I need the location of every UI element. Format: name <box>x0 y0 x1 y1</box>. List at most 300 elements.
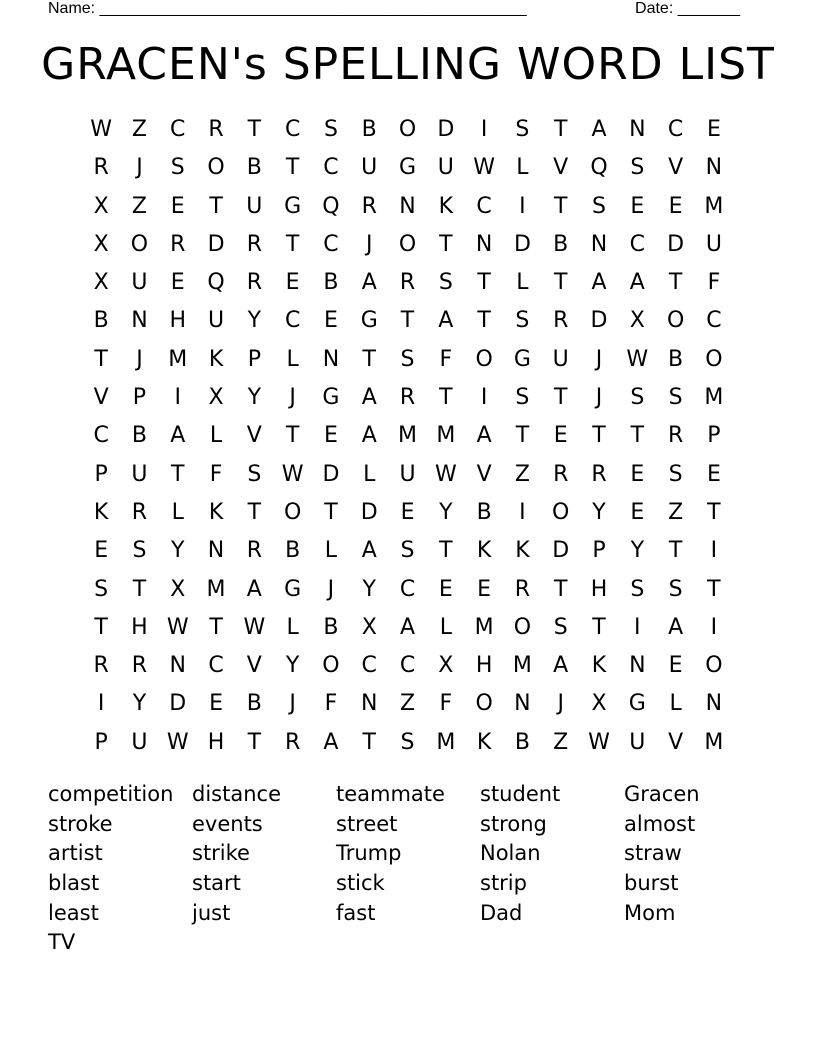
grid-letter[interactable]: I <box>710 538 718 564</box>
grid-letter[interactable]: N <box>399 193 416 219</box>
grid-letter[interactable]: S <box>400 729 415 755</box>
grid-letter[interactable]: P <box>132 385 147 411</box>
grid-letter[interactable]: A <box>476 423 492 449</box>
grid-letter[interactable]: S <box>668 576 683 602</box>
grid-letter[interactable]: Y <box>247 308 262 334</box>
grid-letter[interactable]: H <box>207 729 225 755</box>
grid-letter[interactable]: G <box>284 193 302 219</box>
grid-letter[interactable]: C <box>476 193 492 219</box>
grid-letter[interactable]: L <box>324 538 338 564</box>
grid-letter[interactable]: J <box>327 576 335 602</box>
grid-letter[interactable]: J <box>136 346 143 372</box>
grid-letter[interactable]: E <box>170 270 185 296</box>
grid-letter[interactable]: T <box>592 423 606 449</box>
grid-letter[interactable]: R <box>399 385 416 411</box>
grid-letter[interactable]: D <box>207 231 225 257</box>
grid-letter[interactable]: T <box>439 538 453 564</box>
grid-letter[interactable]: R <box>284 729 301 755</box>
grid-letter[interactable]: D <box>322 461 340 487</box>
grid-letter[interactable]: S <box>592 193 606 219</box>
grid-letter[interactable]: T <box>439 385 453 411</box>
grid-letter[interactable]: Y <box>285 653 300 679</box>
grid-letter[interactable]: T <box>209 614 223 640</box>
word-list-item: burst <box>624 871 679 896</box>
grid-letter[interactable]: E <box>706 117 721 142</box>
grid-letter[interactable]: S <box>170 155 185 181</box>
grid-letter[interactable]: C <box>284 308 301 334</box>
grid-letter[interactable]: K <box>515 538 530 564</box>
grid-letter[interactable]: E <box>668 193 683 219</box>
grid-letter[interactable]: C <box>208 653 224 679</box>
grid-letter[interactable]: G <box>513 346 531 372</box>
grid-letter[interactable]: X <box>438 653 454 679</box>
grid-letter[interactable]: T <box>630 423 645 449</box>
grid-letter[interactable]: O <box>207 155 225 181</box>
grid-letter[interactable]: U <box>131 461 148 487</box>
grid-letter[interactable]: T <box>707 499 721 525</box>
grid-letter[interactable]: T <box>94 614 108 640</box>
grid-letter[interactable]: U <box>399 461 416 487</box>
grid-letter[interactable]: E <box>170 193 185 219</box>
grid-letter[interactable]: O <box>475 346 493 372</box>
grid-letter[interactable]: T <box>477 270 491 296</box>
grid-letter[interactable]: W <box>281 461 304 487</box>
grid-letter[interactable]: R <box>93 653 109 679</box>
grid-letter[interactable]: E <box>668 653 683 679</box>
grid-letter[interactable]: R <box>553 461 569 487</box>
grid-letter[interactable]: C <box>284 117 301 142</box>
grid-letter[interactable]: K <box>591 653 607 679</box>
word-list-item: stroke <box>48 811 113 836</box>
word-search-grid <box>82 111 733 762</box>
grid-letter[interactable]: Y <box>630 538 645 564</box>
grid-letter[interactable]: G <box>398 155 417 181</box>
grid-letter[interactable]: J <box>557 691 564 717</box>
grid-letter[interactable]: B <box>93 308 109 334</box>
grid-letter[interactable]: X <box>361 614 377 640</box>
grid-letter[interactable]: O <box>130 231 149 257</box>
grid-letter[interactable]: H <box>590 576 608 602</box>
grid-letter[interactable]: Q <box>207 270 225 296</box>
grid-letter[interactable]: T <box>324 499 338 525</box>
grid-letter[interactable]: K <box>93 499 109 525</box>
grid-letter[interactable]: W <box>90 117 113 142</box>
grid-letter[interactable]: O <box>283 499 302 525</box>
grid-letter[interactable]: J <box>595 346 603 372</box>
grid-letter[interactable]: X <box>170 576 186 602</box>
grid-letter[interactable]: A <box>591 270 607 296</box>
grid-letter[interactable]: G <box>284 576 302 602</box>
grid-letter[interactable]: S <box>323 117 338 142</box>
grid-letter[interactable]: D <box>667 231 685 257</box>
grid-letter[interactable]: J <box>595 385 603 411</box>
grid-letter[interactable]: B <box>553 231 569 257</box>
grid-letter[interactable]: R <box>246 538 262 564</box>
grid-letter[interactable]: Y <box>362 576 376 602</box>
word-list-item: Nolan <box>480 841 541 866</box>
grid-letter[interactable]: P <box>247 346 261 372</box>
grid-letter[interactable]: S <box>515 385 530 411</box>
grid-letter[interactable]: C <box>170 117 186 142</box>
grid-letter[interactable]: C <box>399 653 416 679</box>
grid-letter[interactable]: S <box>400 346 415 372</box>
grid-letter[interactable]: S <box>515 117 530 142</box>
grid-letter[interactable]: A <box>591 117 607 142</box>
grid-letter[interactable]: T <box>553 576 568 602</box>
grid-letter[interactable]: X <box>629 308 645 334</box>
grid-letter[interactable]: O <box>705 653 723 679</box>
grid-letter[interactable]: T <box>477 308 491 334</box>
grid-letter[interactable]: C <box>93 423 109 449</box>
grid-letter[interactable]: N <box>590 231 608 257</box>
grid-letter[interactable]: X <box>93 193 109 219</box>
grid-letter[interactable]: J <box>136 155 143 181</box>
grid-letter[interactable]: S <box>247 461 262 487</box>
grid-letter[interactable]: V <box>553 155 569 181</box>
grid-letter[interactable]: M <box>436 729 456 755</box>
grid-letter[interactable]: N <box>475 231 493 257</box>
grid-letter[interactable]: C <box>667 117 684 142</box>
grid-letter[interactable]: E <box>209 691 223 717</box>
grid-letter[interactable]: I <box>97 691 105 717</box>
grid-letter[interactable]: D <box>552 538 570 564</box>
grid-letter[interactable]: N <box>629 117 646 142</box>
grid-letter[interactable]: A <box>399 614 416 640</box>
grid-letter[interactable]: L <box>516 155 529 181</box>
grid-letter[interactable]: P <box>94 729 108 755</box>
grid-letter[interactable]: C <box>399 576 416 602</box>
grid-letter[interactable]: T <box>94 346 108 372</box>
grid-letter[interactable]: U <box>552 346 569 372</box>
grid-letter[interactable]: Z <box>399 691 416 717</box>
grid-letter[interactable]: K <box>208 499 224 525</box>
word-list-item: artist <box>48 841 103 866</box>
grid-letter[interactable]: K <box>438 193 454 219</box>
grid-letter[interactable]: B <box>246 155 262 181</box>
grid-letter[interactable]: P <box>94 461 108 487</box>
grid-letter[interactable]: T <box>553 117 568 142</box>
grid-letter[interactable]: B <box>668 346 684 372</box>
grid-letter[interactable]: N <box>360 691 378 717</box>
grid-letter[interactable]: T <box>247 117 262 142</box>
grid-letter[interactable]: W <box>588 729 610 755</box>
grid-letter[interactable]: S <box>400 538 415 564</box>
word-list-item: blast <box>48 871 100 896</box>
grid-letter[interactable]: W <box>166 614 189 640</box>
word-list-item: Mom <box>624 900 676 925</box>
grid-letter[interactable]: A <box>246 576 262 602</box>
grid-letter[interactable]: U <box>207 308 225 334</box>
grid-letter[interactable]: C <box>323 155 339 181</box>
grid-letter[interactable]: R <box>361 193 377 219</box>
grid-letter[interactable]: M <box>704 385 724 411</box>
grid-letter[interactable]: R <box>514 576 531 602</box>
grid-letter[interactable]: Z <box>668 499 684 525</box>
grid-letter[interactable]: U <box>361 155 378 181</box>
grid-letter[interactable]: E <box>323 308 338 334</box>
grid-letter[interactable]: N <box>322 346 340 372</box>
grid-letter[interactable]: T <box>285 231 300 257</box>
grid-letter[interactable]: C <box>323 231 339 257</box>
grid-letter[interactable]: M <box>206 576 226 602</box>
grid-letter[interactable]: W <box>243 614 266 640</box>
grid-letter[interactable]: Z <box>514 461 530 487</box>
grid-letter[interactable]: S <box>668 461 683 487</box>
grid-letter[interactable]: Q <box>322 193 340 219</box>
grid-letter[interactable]: P <box>707 423 721 449</box>
grid-letter[interactable]: T <box>400 308 415 334</box>
grid-letter[interactable]: L <box>439 614 452 640</box>
grid-letter[interactable]: L <box>516 270 529 296</box>
grid-letter[interactable]: S <box>630 155 645 181</box>
grid-letter[interactable]: A <box>170 423 186 449</box>
grid-letter[interactable]: X <box>591 691 607 717</box>
grid-letter[interactable]: V <box>668 155 684 181</box>
grid-letter[interactable]: L <box>363 461 376 487</box>
grid-letter[interactable]: U <box>705 231 722 257</box>
grid-letter[interactable]: J <box>289 385 296 411</box>
grid-letter[interactable]: B <box>285 538 301 564</box>
grid-letter[interactable]: T <box>553 270 568 296</box>
grid-letter[interactable]: Z <box>553 729 569 755</box>
grid-letter[interactable]: B <box>361 117 377 142</box>
grid-letter[interactable]: A <box>323 729 339 755</box>
grid-letter[interactable]: R <box>246 231 262 257</box>
grid-letter[interactable]: H <box>131 614 148 640</box>
grid-letter[interactable]: T <box>515 423 530 449</box>
grid-letter[interactable]: Y <box>592 499 606 525</box>
grid-letter[interactable]: P <box>592 538 606 564</box>
grid-letter[interactable]: E <box>706 461 721 487</box>
grid-letter[interactable]: N <box>169 653 186 679</box>
grid-letter[interactable]: R <box>170 231 186 257</box>
grid-letter[interactable]: C <box>629 231 645 257</box>
grid-letter[interactable]: X <box>93 270 109 296</box>
grid-letter[interactable]: A <box>553 653 569 679</box>
grid-letter[interactable]: I <box>174 385 181 411</box>
word-list-item: least <box>48 900 99 925</box>
grid-letter[interactable]: M <box>474 614 494 640</box>
grid-letter[interactable]: Y <box>247 385 262 411</box>
grid-letter[interactable]: A <box>629 270 645 296</box>
grid-letter[interactable]: V <box>246 423 262 449</box>
grid-letter[interactable]: C <box>361 653 377 679</box>
grid-letter[interactable]: N <box>131 308 148 334</box>
grid-letter[interactable]: G <box>360 308 378 334</box>
grid-letter[interactable]: T <box>247 729 262 755</box>
grid-letter[interactable]: R <box>553 308 569 334</box>
grid-letter[interactable]: S <box>668 385 683 411</box>
grid-letter[interactable]: T <box>362 346 376 372</box>
grid-letter[interactable]: N <box>705 691 723 717</box>
grid-letter[interactable]: N <box>705 155 723 181</box>
grid-letter[interactable]: U <box>246 193 263 219</box>
grid-letter[interactable]: O <box>552 499 570 525</box>
grid-letter[interactable]: E <box>285 270 300 296</box>
grid-letter[interactable]: T <box>285 155 300 181</box>
grid-letter[interactable]: Z <box>131 117 147 142</box>
grid-letter[interactable]: A <box>361 538 377 564</box>
grid-letter[interactable]: O <box>398 231 417 257</box>
grid-letter[interactable]: O <box>398 117 417 142</box>
grid-letter[interactable]: R <box>591 461 607 487</box>
grid-letter[interactable]: S <box>515 308 530 334</box>
page-title: GRACEN's SPELLING WORD LIST <box>41 39 775 90</box>
word-list-item: Gracen <box>624 782 700 806</box>
grid-letter[interactable]: A <box>361 423 377 449</box>
grid-letter[interactable]: S <box>132 538 147 564</box>
grid-letter[interactable]: L <box>286 614 299 640</box>
grid-letter[interactable]: N <box>207 538 225 564</box>
grid-letter[interactable]: O <box>513 614 532 640</box>
grid-letter[interactable]: R <box>131 499 148 525</box>
grid-letter[interactable]: T <box>553 193 568 219</box>
grid-letter[interactable]: U <box>131 270 148 296</box>
grid-letter[interactable]: W <box>434 461 457 487</box>
grid-letter[interactable]: F <box>439 691 453 717</box>
grid-letter[interactable]: M <box>704 729 724 755</box>
grid-letter[interactable]: M <box>512 653 532 679</box>
grid-letter[interactable]: T <box>247 499 262 525</box>
grid-letter[interactable]: E <box>553 423 568 449</box>
grid-letter[interactable]: K <box>208 346 224 372</box>
grid-letter[interactable]: F <box>209 461 223 487</box>
grid-letter[interactable]: E <box>477 576 492 602</box>
grid-letter[interactable]: E <box>630 193 645 219</box>
grid-letter[interactable]: T <box>132 576 147 602</box>
grid-letter[interactable]: F <box>324 691 338 717</box>
grid-letter[interactable]: A <box>438 308 454 334</box>
grid-letter[interactable]: A <box>361 385 377 411</box>
grid-letter[interactable]: I <box>480 117 488 142</box>
grid-letter[interactable]: U <box>131 729 148 755</box>
grid-letter[interactable]: M <box>436 423 456 449</box>
grid-letter[interactable]: H <box>475 653 493 679</box>
grid-letter[interactable]: S <box>438 270 453 296</box>
grid-letter[interactable]: O <box>322 653 340 679</box>
grid-letter[interactable]: B <box>514 729 530 755</box>
grid-letter[interactable]: U <box>629 729 646 755</box>
grid-letter[interactable]: D <box>590 308 608 334</box>
grid-letter[interactable]: T <box>209 193 223 219</box>
grid-letter[interactable]: Y <box>171 538 185 564</box>
grid-letter[interactable]: A <box>361 270 377 296</box>
grid-letter[interactable]: G <box>322 385 340 411</box>
grid-letter[interactable]: L <box>209 423 223 449</box>
grid-letter[interactable]: S <box>94 576 109 602</box>
grid-letter[interactable]: E <box>630 499 645 525</box>
grid-letter[interactable]: L <box>171 499 184 525</box>
grid-letter[interactable]: Q <box>590 155 608 181</box>
grid-letter[interactable]: J <box>365 231 373 257</box>
grid-letter[interactable]: I <box>480 385 488 411</box>
grid-letter[interactable]: R <box>208 117 224 142</box>
grid-letter[interactable]: R <box>667 423 684 449</box>
grid-letter[interactable]: D <box>360 499 378 525</box>
grid-letter[interactable]: L <box>286 346 299 372</box>
grid-letter[interactable]: X <box>93 231 109 257</box>
grid-letter[interactable]: J <box>289 691 296 717</box>
grid-letter[interactable]: Y <box>132 691 147 717</box>
grid-letter[interactable]: G <box>628 691 646 717</box>
grid-letter[interactable]: C <box>706 308 722 334</box>
grid-letter[interactable]: T <box>668 270 683 296</box>
grid-letter[interactable]: L <box>669 691 682 717</box>
grid-letter[interactable]: I <box>710 614 718 640</box>
grid-letter[interactable]: B <box>323 614 339 640</box>
grid-letter[interactable]: H <box>169 308 187 334</box>
grid-letter[interactable]: D <box>513 231 531 257</box>
grid-letter[interactable]: R <box>93 155 109 181</box>
grid-letter[interactable]: Y <box>439 499 453 525</box>
grid-letter[interactable]: Z <box>131 193 147 219</box>
grid-letter[interactable]: R <box>131 653 148 679</box>
grid-letter[interactable]: V <box>246 653 262 679</box>
grid-letter[interactable]: M <box>398 423 418 449</box>
grid-letter[interactable]: F <box>439 346 453 372</box>
grid-letter[interactable]: N <box>629 653 646 679</box>
grid-letter[interactable]: I <box>634 614 641 640</box>
grid-letter[interactable]: B <box>476 499 492 525</box>
grid-letter[interactable]: F <box>707 270 721 296</box>
grid-letter[interactable]: T <box>553 385 568 411</box>
grid-letter[interactable]: M <box>704 193 724 219</box>
grid-letter[interactable]: M <box>168 346 188 372</box>
grid-letter[interactable]: I <box>519 499 526 525</box>
grid-letter[interactable]: D <box>437 117 455 142</box>
grid-letter[interactable]: S <box>553 614 568 640</box>
grid-letter[interactable]: B <box>131 423 147 449</box>
grid-letter[interactable]: O <box>475 691 493 717</box>
grid-letter[interactable]: K <box>476 729 492 755</box>
grid-letter[interactable]: T <box>668 538 683 564</box>
grid-letter[interactable]: E <box>323 423 338 449</box>
grid-letter[interactable]: O <box>666 308 685 334</box>
grid-letter[interactable]: D <box>169 691 187 717</box>
grid-letter[interactable]: R <box>399 270 416 296</box>
grid-letter[interactable]: E <box>438 576 453 602</box>
grid-letter[interactable]: W <box>166 729 189 755</box>
grid-letter[interactable]: N <box>514 691 531 717</box>
grid-letter[interactable]: S <box>630 576 645 602</box>
grid-letter[interactable]: T <box>439 231 453 257</box>
grid-letter[interactable]: T <box>362 729 376 755</box>
grid-letter[interactable]: T <box>285 423 300 449</box>
grid-letter[interactable]: E <box>630 461 645 487</box>
grid-letter[interactable]: V <box>668 729 684 755</box>
grid-letter[interactable]: W <box>626 346 649 372</box>
grid-letter[interactable]: K <box>476 538 492 564</box>
grid-letter[interactable]: T <box>592 614 606 640</box>
grid-letter[interactable]: T <box>171 461 185 487</box>
grid-letter[interactable]: B <box>323 270 339 296</box>
grid-letter[interactable]: E <box>400 499 415 525</box>
grid-letter[interactable]: U <box>437 155 454 181</box>
grid-letter[interactable]: A <box>668 614 684 640</box>
grid-letter[interactable]: S <box>630 385 645 411</box>
word-list-item: competition <box>48 782 174 806</box>
grid-letter[interactable]: V <box>476 461 492 487</box>
grid-letter[interactable]: B <box>246 691 262 717</box>
grid-letter[interactable]: V <box>93 385 109 411</box>
grid-letter[interactable]: R <box>246 270 262 296</box>
grid-letter[interactable]: X <box>208 385 224 411</box>
grid-letter[interactable]: O <box>705 346 723 372</box>
grid-letter[interactable]: W <box>473 155 495 181</box>
grid-letter[interactable]: I <box>519 193 526 219</box>
grid-letter[interactable]: T <box>707 576 721 602</box>
grid-letter[interactable]: E <box>94 538 109 564</box>
